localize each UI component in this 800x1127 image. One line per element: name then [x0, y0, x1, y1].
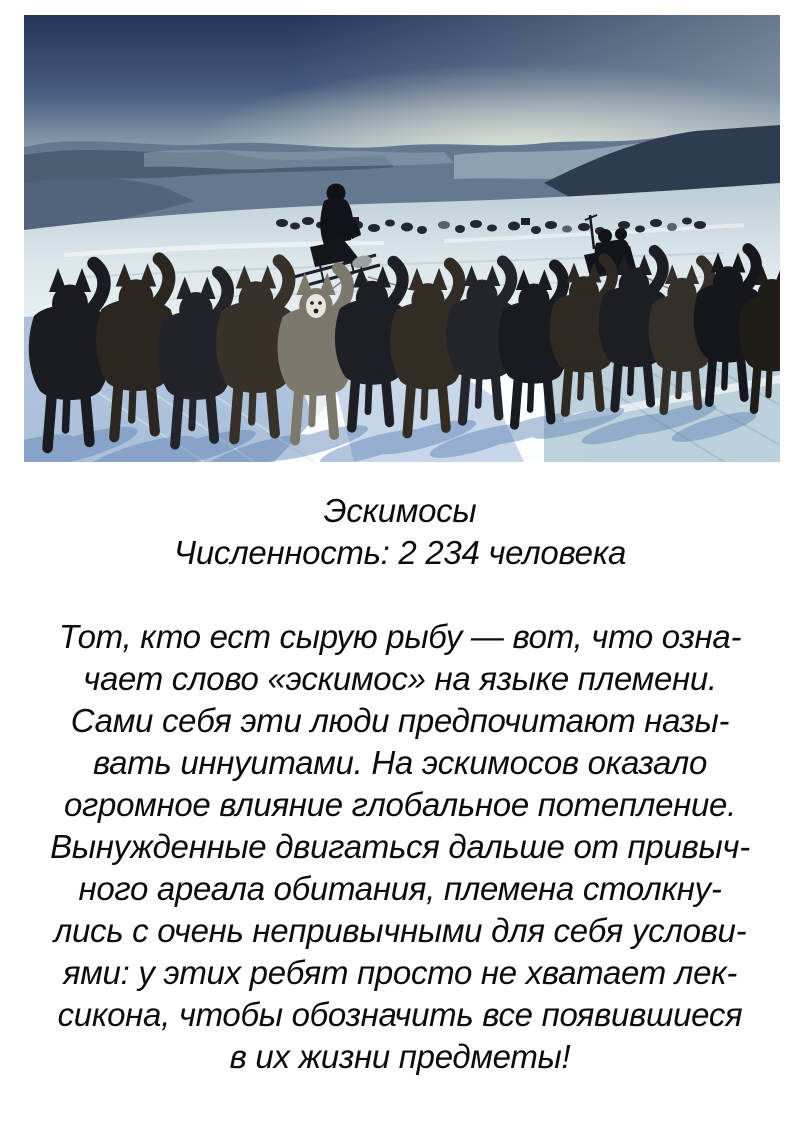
population-line: Численность: 2 234 человека: [173, 534, 627, 571]
body-line: Тот, кто ест сырую рыбу — вот, что озна-: [58, 618, 742, 655]
body-line: Сами себя эти люди предпочитают назы-: [70, 702, 730, 739]
photo-svg: [24, 15, 780, 462]
body-line: вать иннуитами. На эскимосов оказало: [92, 744, 708, 781]
white-faced-dog-face: [306, 294, 326, 318]
blank-line: [0, 574, 800, 616]
body-line: в их жизни предметы!: [229, 1038, 571, 1075]
caption-block: [0, 490, 800, 1078]
body-line: сикона, чтобы обозначить все появившиеся: [57, 996, 743, 1033]
body-line: ного ареала обитания, племена столкну-: [78, 870, 722, 907]
tribe-title: Эскимосы: [323, 492, 477, 529]
body-line: лись с очень непривычными для себя услови-: [53, 912, 747, 949]
body-line: чает слово «эскимос» на языке племени.: [83, 660, 717, 697]
body-line: огромное влияние глобальное потепление.: [64, 786, 736, 823]
body-line: ями: у этих ребят просто не хватает лек-: [62, 954, 738, 991]
photo-dog-sled-caravan: [24, 15, 780, 462]
body-line: Вынужденные двигаться дальше от привыч-: [50, 828, 750, 865]
